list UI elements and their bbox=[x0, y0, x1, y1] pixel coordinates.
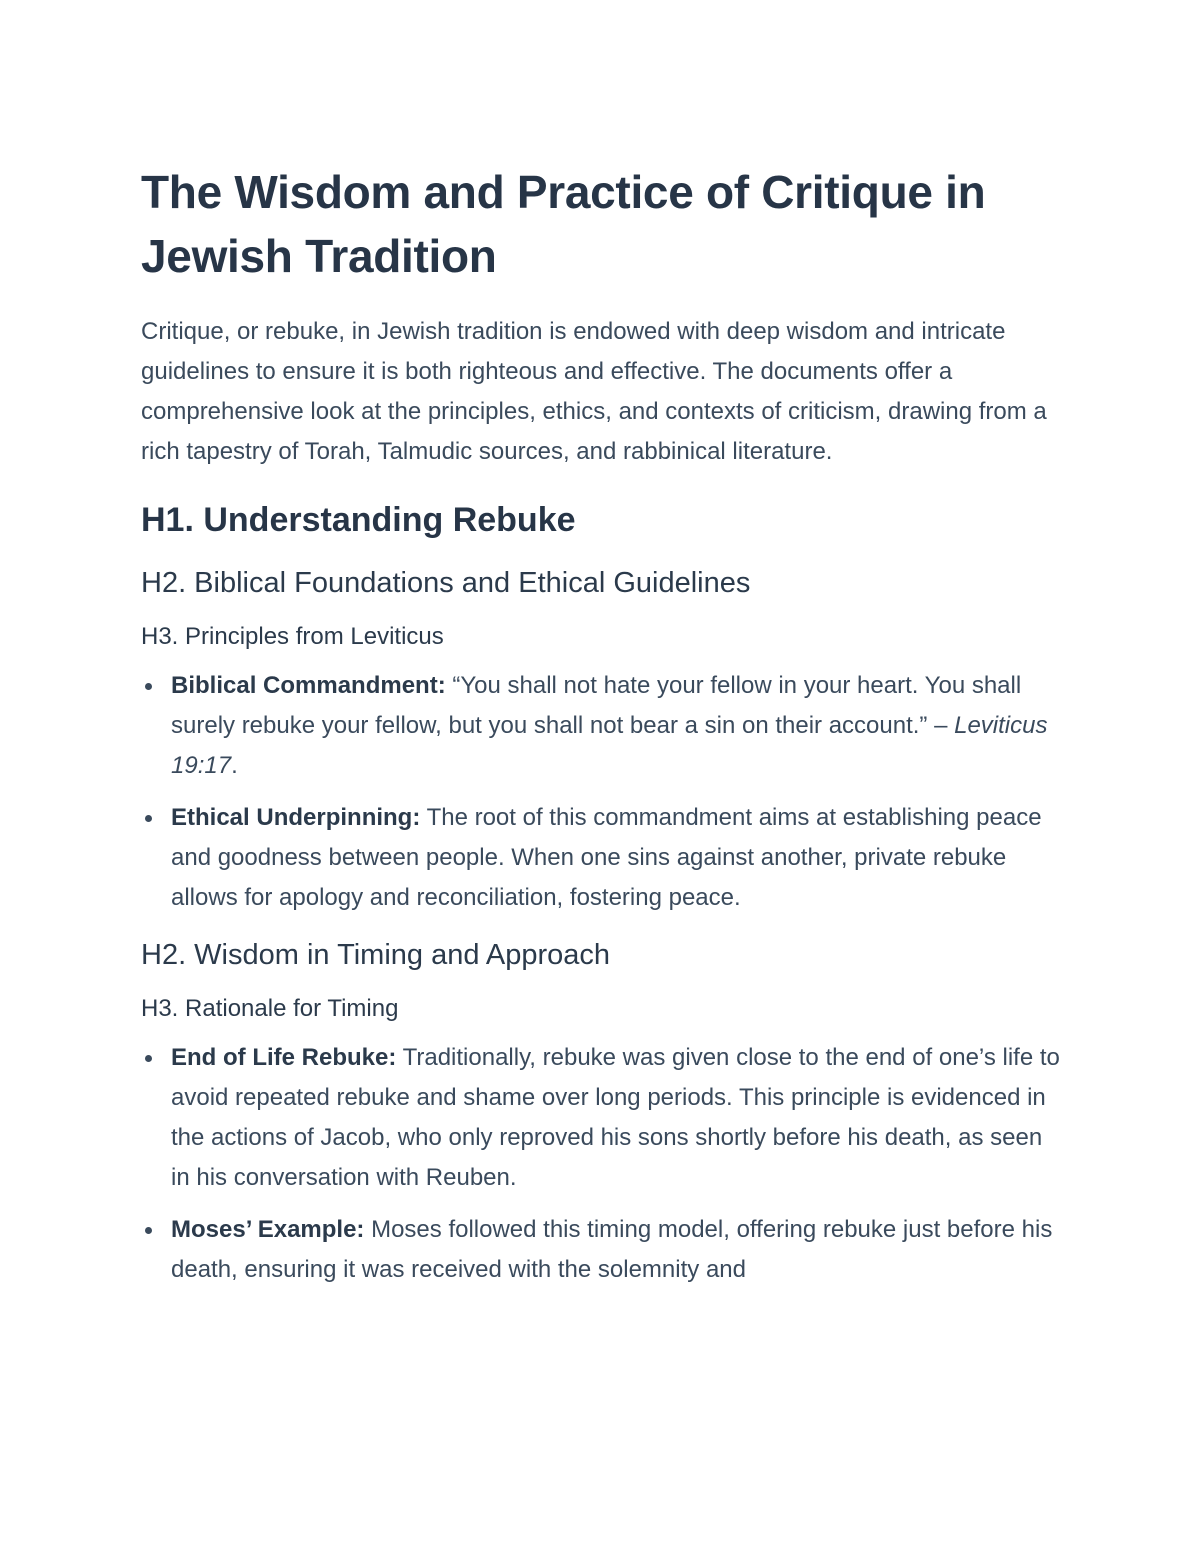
bullet-label: End of Life Rebuke: bbox=[171, 1044, 397, 1071]
bullet-text: Traditionally, rebuke was given close to the end of one’s life to avoid repeated rebuke and shame over long periods. This principle is evidenced in the actions of Jacob, who only reproved his sons shortly before his death, as seen in his conversation with Reuben. bbox=[171, 1044, 1060, 1191]
subsubsection-heading-principles-leviticus: H3. Principles from Leviticus bbox=[141, 623, 444, 650]
section-heading-understanding-rebuke: H1. Understanding Rebuke bbox=[141, 501, 576, 539]
list-item bbox=[141, 666, 1061, 786]
bullet-icon bbox=[145, 683, 152, 690]
bullet-text: The root of this commandment aims at establishing peace and goodness between people. When one sins against another, private rebuke allows for apology and reconciliation, fostering peace. bbox=[171, 804, 1042, 911]
bullet-text: “You shall not hate your fellow in your heart. You shall surely rebuke your fellow, but you shall not bear a sin on their account.” – bbox=[171, 672, 1022, 739]
timing-bullet-list bbox=[141, 1038, 1061, 1290]
bullet-citation: Leviticus 19:17 bbox=[171, 712, 1048, 779]
subsection-heading-wisdom-timing: H2. Wisdom in Timing and Approach bbox=[141, 939, 611, 971]
bullet-icon bbox=[145, 815, 152, 822]
bullet-text: Moses followed this timing model, offering rebuke just before his death, ensuring it was received with the solemnity and bbox=[171, 1216, 1053, 1283]
subsection-heading-biblical-foundations: H2. Biblical Foundations and Ethical Guidelines bbox=[141, 567, 751, 599]
subsubsection-heading-rationale-timing: H3. Rationale for Timing bbox=[141, 995, 399, 1022]
bullet-label: Moses’ Example: bbox=[171, 1216, 365, 1243]
bullet-icon bbox=[145, 1055, 152, 1062]
list-item bbox=[141, 1210, 1061, 1290]
document-page bbox=[141, 160, 1061, 1302]
bullet-label: Biblical Commandment: bbox=[171, 672, 446, 699]
bullet-text-end: . bbox=[231, 752, 238, 779]
list-item bbox=[141, 1038, 1061, 1198]
list-item bbox=[141, 798, 1061, 918]
bullet-label: Ethical Underpinning: bbox=[171, 804, 421, 831]
bullet-icon bbox=[145, 1227, 152, 1234]
intro-paragraph: Critique, or rebuke, in Jewish tradition is endowed with deep wisdom and intricate guidelines to ensure it is both righteous and effective. The documents offer a comprehensive look at the principles, ethics, and contexts of criticism, drawing from a rich tapestry of Torah, Talmudic sources, and rabbinical literature. bbox=[141, 318, 1047, 465]
leviticus-bullet-list bbox=[141, 666, 1061, 918]
document-title: The Wisdom and Practice of Critique in Jewish Tradition bbox=[141, 166, 986, 282]
